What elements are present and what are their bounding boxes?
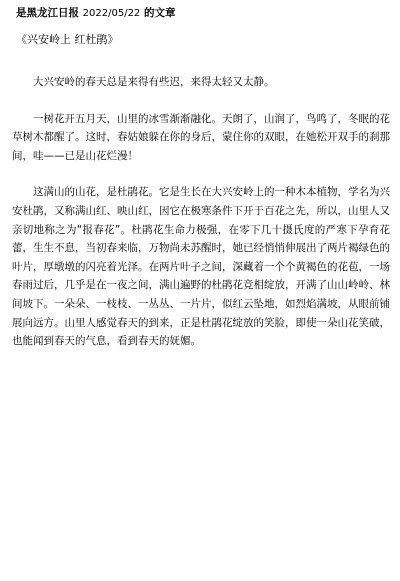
source-line — [16, 6, 390, 21]
article-title: 《兴安岭上 红杜鹃》 — [16, 33, 119, 46]
publish-date: 2022/05/22 — [82, 8, 141, 19]
paragraph-2: 这满山的山花，是杜鹃花。它是生长在大兴安岭上的一种木本植物，学名为兴安杜鹃，又称满山红、映山红，因它在极寒条件下开于百花之先，所以，山里人又亲切地称之为“报春花”。杜鹃花生命力极强，在零下几十摄氏度的严寒下孕育花蕾，生生不息，当初春来临，万物尚未苏醒时，她已经悄悄伸展出了两片褐绿色的叶片，厚墩墩的闪亮着光泽。在两片叶子之间，深藏着一个个黄褐色的花苞，一场春雨过后，几乎是在一夜之间，满山遍野的杜鹃花竞相绽放，开满了山山岭岭、林间坡下。一朵朵、一枝枝、一丛丛、一片片，似红云坠地，如烈焰满坡，从眼前铺展向远方。山里人感觉春天的到来，正是杜鹃花绽放的笑脸，即使一朵山花笑破，也能闻到春天的气息，看到春天的妩媚。 — [12, 186, 390, 348]
paragraph-1: 一树花开五月天，山里的冰雪渐渐融化。天朗了，山润了，鸟鸣了，冬眠的花草树木都醒了。这时，春姑娘躲在你的身后，蒙住你的双眼，在她松开双手的刹那间，哇——已是山花烂漫！ — [12, 112, 390, 162]
source-suffix: 的文章 — [143, 7, 176, 19]
source-name: 是黑龙江日报 — [16, 7, 79, 19]
lead-paragraph: 大兴安岭的春天总是来得有些迟，来得太轻又太静。 — [33, 76, 275, 88]
